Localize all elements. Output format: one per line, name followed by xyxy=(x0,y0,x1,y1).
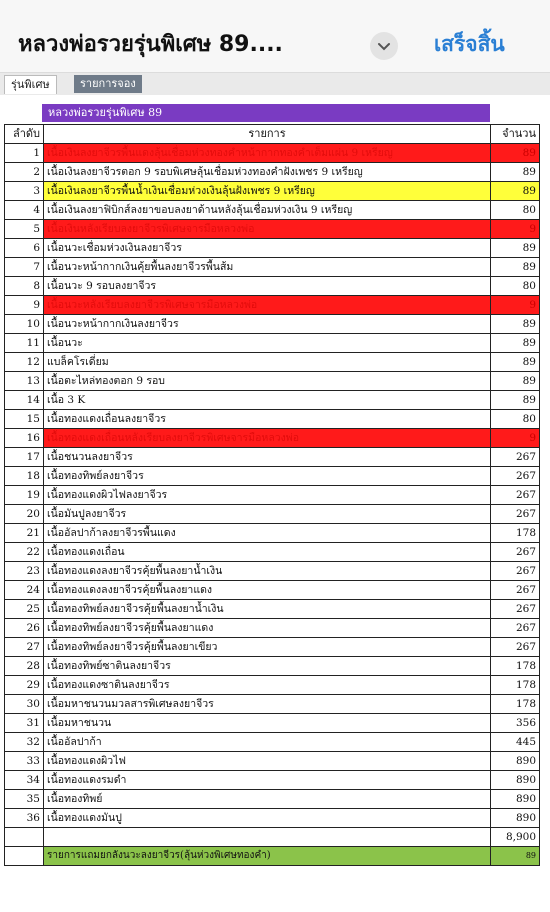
row-number-text: 14 xyxy=(26,394,40,406)
row-item-name-text: เนื้อเงินลงยาจีวรพื้นแดงลุ้นเชื่อมห่วงทองคำหน้ากากทองคำเต็มแผ่น 9 เหรียญ xyxy=(47,147,393,159)
row-quantity[interactable] xyxy=(491,277,540,296)
row-item-name[interactable] xyxy=(44,505,491,524)
total-qty[interactable]: 8,900 xyxy=(491,828,540,847)
row-item-name[interactable] xyxy=(44,638,491,657)
row-quantity[interactable] xyxy=(491,353,540,372)
row-quantity-text: 89 xyxy=(522,394,536,406)
row-item-name-text: เนื้อทองทิพย์ลงยาจีวรคุ้ยพื้นลงยาน้ำเงิน xyxy=(47,603,224,615)
row-number-text: 13 xyxy=(26,375,40,387)
row-number[interactable] xyxy=(5,239,44,258)
row-quantity-text: 356 xyxy=(515,717,536,729)
total-cell-empty[interactable] xyxy=(5,828,44,847)
table-row xyxy=(5,220,540,239)
table-row xyxy=(5,201,540,220)
row-number[interactable] xyxy=(5,429,44,448)
row-quantity-text: 267 xyxy=(515,508,536,520)
row-quantity[interactable] xyxy=(491,201,540,220)
row-quantity-text: 178 xyxy=(515,527,536,539)
row-item-name-text: เนื้อนวะหลังเรียบลงยาจีวรพิเศษจารมือหลวงพ่อ xyxy=(47,299,258,311)
row-item-name-text: เนื้อทองแดงลงยาจีวรคุ้ยพื้นลงยาแดง xyxy=(47,584,213,596)
row-quantity-text: 445 xyxy=(515,736,536,748)
row-quantity-text: 89 xyxy=(522,318,536,330)
row-quantity[interactable] xyxy=(491,562,540,581)
row-number[interactable] xyxy=(5,391,44,410)
document-title[interactable]: หลวงพ่อรวยรุ่นพิเศษ 89.... xyxy=(18,32,283,57)
row-item-name[interactable] xyxy=(44,600,491,619)
row-quantity[interactable] xyxy=(491,695,540,714)
row-item-name[interactable] xyxy=(44,315,491,334)
row-item-name-text: เนื้อเงินลงยาจีวรพื้นน้ำเงินเชื่อมห่วงเงินลุ้นฝังเพชร 9 เหรียญ xyxy=(47,185,315,197)
row-item-name-text: เนื้อนวะหน้ากากเงินลงยาจีวร xyxy=(47,318,179,330)
table-row xyxy=(5,657,540,676)
table-row xyxy=(5,410,540,429)
row-item-name[interactable] xyxy=(44,676,491,695)
column-header-no: ลำดับ xyxy=(5,125,44,144)
column-header-qty: จำนวน xyxy=(491,125,540,144)
row-item-name[interactable] xyxy=(44,201,491,220)
row-item-name-text: เนื้อทองทิพย์ซาตินลงยาจีวร xyxy=(47,660,171,672)
row-number[interactable] xyxy=(5,809,44,828)
row-quantity-text: 178 xyxy=(515,679,536,691)
row-number-text: 35 xyxy=(26,793,40,805)
row-quantity[interactable] xyxy=(491,258,540,277)
row-number[interactable] xyxy=(5,448,44,467)
row-item-name-text: เนื้อทองแดงผิวไฟ xyxy=(47,755,126,767)
order-table xyxy=(4,124,540,866)
row-quantity-text: 89 xyxy=(522,337,536,349)
row-number-text: 17 xyxy=(26,451,40,463)
row-item-name[interactable] xyxy=(44,391,491,410)
table-row xyxy=(5,790,540,809)
row-quantity-text: 9 xyxy=(529,223,536,235)
row-quantity[interactable] xyxy=(491,505,540,524)
row-number[interactable] xyxy=(5,505,44,524)
row-number[interactable] xyxy=(5,296,44,315)
row-number-text: 2 xyxy=(33,166,40,178)
row-number[interactable] xyxy=(5,790,44,809)
table-row xyxy=(5,448,540,467)
row-item-name[interactable] xyxy=(44,657,491,676)
row-number[interactable] xyxy=(5,676,44,695)
row-number[interactable] xyxy=(5,144,44,163)
row-number[interactable] xyxy=(5,733,44,752)
row-number-text: 34 xyxy=(26,774,40,786)
row-quantity[interactable] xyxy=(491,220,540,239)
row-quantity-text: 267 xyxy=(515,489,536,501)
table-row xyxy=(5,372,540,391)
row-number[interactable] xyxy=(5,201,44,220)
row-quantity-text: 267 xyxy=(515,622,536,634)
table-header-row xyxy=(5,125,540,144)
row-quantity[interactable] xyxy=(491,676,540,695)
table-row xyxy=(5,239,540,258)
row-item-name-text: เนื้ออัลปาก้าลงยาจีวรพื้นแดง xyxy=(47,527,176,539)
row-item-name-text: เนื้ออัลปาก้า xyxy=(47,736,102,748)
row-quantity[interactable] xyxy=(491,429,540,448)
row-item-name[interactable] xyxy=(44,163,491,182)
row-quantity[interactable] xyxy=(491,619,540,638)
row-quantity-text: 267 xyxy=(515,603,536,615)
row-item-name[interactable] xyxy=(44,448,491,467)
row-number-text: 7 xyxy=(33,261,40,273)
row-number-text: 21 xyxy=(26,527,40,539)
row-number[interactable] xyxy=(5,277,44,296)
row-item-name-text: เนื้อนวะหน้ากากเงินคุ้ยพื้นลงยาจีวรพื้นส้ม xyxy=(47,261,234,273)
row-quantity[interactable] xyxy=(491,239,540,258)
row-number[interactable] xyxy=(5,334,44,353)
table-row xyxy=(5,543,540,562)
row-number-text: 32 xyxy=(26,736,40,748)
row-item-name[interactable] xyxy=(44,239,491,258)
done-button[interactable]: เสร็จสิ้น xyxy=(434,32,505,56)
row-quantity[interactable] xyxy=(491,467,540,486)
table-row xyxy=(5,771,540,790)
table-row xyxy=(5,258,540,277)
table-row xyxy=(5,353,540,372)
row-number-text: 24 xyxy=(26,584,40,596)
table-row xyxy=(5,733,540,752)
column-header-name: รายการ xyxy=(44,125,491,144)
row-item-name-text: เนื้อทองแดงเถื่อนหลังเรียบลงยาจีวรพิเศษจารมือหลวงพ่อ xyxy=(47,432,300,444)
row-item-name[interactable] xyxy=(44,353,491,372)
table-row xyxy=(5,752,540,771)
table-row xyxy=(5,581,540,600)
row-quantity-text: 89 xyxy=(522,185,536,197)
row-number[interactable] xyxy=(5,562,44,581)
row-number-text: 33 xyxy=(26,755,40,767)
row-quantity-text: 890 xyxy=(515,755,536,767)
row-item-name[interactable] xyxy=(44,182,491,201)
row-item-name[interactable] xyxy=(44,581,491,600)
row-number[interactable] xyxy=(5,315,44,334)
row-item-name[interactable] xyxy=(44,752,491,771)
row-item-name[interactable] xyxy=(44,258,491,277)
row-quantity-text: 89 xyxy=(522,242,536,254)
row-quantity-text: 89 xyxy=(522,166,536,178)
bonus-qty[interactable]: 89 xyxy=(491,847,540,866)
row-number[interactable] xyxy=(5,182,44,201)
row-number-text: 16 xyxy=(26,432,40,444)
row-number-text: 18 xyxy=(26,470,40,482)
row-item-name[interactable] xyxy=(44,695,491,714)
total-cell-empty[interactable] xyxy=(44,828,491,847)
row-item-name[interactable] xyxy=(44,790,491,809)
row-quantity[interactable] xyxy=(491,733,540,752)
row-item-name-text: เนื้อทองแดงลงยาจีวรคุ้ยพื้นลงยาน้ำเงิน xyxy=(47,565,223,577)
row-quantity[interactable] xyxy=(491,163,540,182)
row-item-name[interactable] xyxy=(44,543,491,562)
row-quantity-text: 89 xyxy=(522,147,536,159)
row-quantity-text: 890 xyxy=(515,812,536,824)
row-quantity-text: 9 xyxy=(529,299,536,311)
row-number-text: 5 xyxy=(33,223,40,235)
row-item-name-text: เนื้อทองแดงเถื่อน xyxy=(47,546,125,558)
row-item-name-text: เนื้อชนวนลงยาจีวร xyxy=(47,451,133,463)
row-number-text: 6 xyxy=(33,242,40,254)
table-row xyxy=(5,334,540,353)
row-number-text: 27 xyxy=(26,641,40,653)
row-quantity[interactable] xyxy=(491,448,540,467)
table-body xyxy=(5,144,540,828)
row-item-name[interactable] xyxy=(44,220,491,239)
row-number-text: 11 xyxy=(26,337,40,349)
row-item-name-text: เนื้อทองแดงซาตินลงยาจีวร xyxy=(47,679,170,691)
row-quantity[interactable] xyxy=(491,144,540,163)
row-quantity[interactable] xyxy=(491,771,540,790)
table-row xyxy=(5,277,540,296)
row-item-name-text: เนื้อทองแดงเถื่อนลงยาจีวร xyxy=(47,413,166,425)
row-item-name-text: เนื้อนวะเชื่อมห่วงเงินลงยาจีวร xyxy=(47,242,182,254)
spreadsheet xyxy=(2,98,548,910)
bonus-cell-empty[interactable] xyxy=(5,847,44,866)
row-item-name-text: เนื้อทองแดงมันปู xyxy=(47,812,122,824)
row-number[interactable] xyxy=(5,695,44,714)
row-item-name[interactable] xyxy=(44,486,491,505)
row-item-name-text: เนื้อทองทิพย์ xyxy=(47,793,103,805)
chevron-down-icon xyxy=(377,39,391,53)
row-quantity[interactable] xyxy=(491,486,540,505)
row-number-text: 9 xyxy=(33,299,40,311)
row-item-name[interactable] xyxy=(44,733,491,752)
row-quantity-text: 89 xyxy=(522,356,536,368)
row-item-name-text: เนื้อ 3 K xyxy=(47,394,86,406)
row-item-name[interactable] xyxy=(44,334,491,353)
row-quantity[interactable] xyxy=(491,600,540,619)
row-item-name[interactable] xyxy=(44,429,491,448)
row-quantity[interactable] xyxy=(491,182,540,201)
row-item-name[interactable] xyxy=(44,809,491,828)
row-quantity-text: 267 xyxy=(515,470,536,482)
bonus-name[interactable]: รายการแถมยกลังนวะลงยาจีวร(ลุ้นห่วงพิเศษทองคำ) xyxy=(44,847,491,866)
row-number[interactable] xyxy=(5,410,44,429)
table-row xyxy=(5,562,540,581)
row-number-text: 1 xyxy=(33,147,40,159)
row-number[interactable] xyxy=(5,220,44,239)
row-number[interactable] xyxy=(5,543,44,562)
table-row xyxy=(5,163,540,182)
row-quantity[interactable] xyxy=(491,790,540,809)
sheet-tabs xyxy=(0,73,550,95)
table-row xyxy=(5,391,540,410)
row-item-name-text: เนื้อทองทิพย์ลงยาจีวร xyxy=(47,470,144,482)
row-quantity-text: 9 xyxy=(529,432,536,444)
table-row xyxy=(5,714,540,733)
row-quantity-text: 178 xyxy=(515,698,536,710)
row-number-text: 31 xyxy=(26,717,40,729)
title-dropdown-button[interactable] xyxy=(370,32,398,60)
table-row xyxy=(5,676,540,695)
row-item-name-text: เนื้อเงินลงยาฟิบิกส์ลงยาขอบลงยาด้านหลังลุ้นเชื่อมห่วงเงิน 9 เหรียญ xyxy=(47,204,353,216)
table-row xyxy=(5,600,540,619)
row-quantity-text: 267 xyxy=(515,451,536,463)
row-number-text: 29 xyxy=(26,679,40,691)
row-number[interactable] xyxy=(5,353,44,372)
top-toolbar xyxy=(0,0,550,73)
row-item-name[interactable] xyxy=(44,524,491,543)
row-item-name-text: เนื้อมันปูลงยาจีวร xyxy=(47,508,127,520)
row-item-name-text: เนื้อเงินหลังเรียบลงยาจีวรพิเศษจารมือหลวงพ่อ xyxy=(47,223,255,235)
table-row xyxy=(5,182,540,201)
row-number-text: 20 xyxy=(26,508,40,520)
row-item-name-text: เนื้อมหาชนวน xyxy=(47,717,112,729)
row-number[interactable] xyxy=(5,163,44,182)
row-item-name[interactable] xyxy=(44,714,491,733)
row-item-name-text: แบล็คโรเดี่ยม xyxy=(47,356,109,368)
row-quantity[interactable] xyxy=(491,524,540,543)
row-number-text: 19 xyxy=(26,489,40,501)
row-quantity[interactable] xyxy=(491,391,540,410)
bonus-row xyxy=(5,847,540,866)
table-row xyxy=(5,486,540,505)
row-item-name[interactable] xyxy=(44,144,491,163)
row-quantity[interactable] xyxy=(491,543,540,562)
table-row xyxy=(5,505,540,524)
sheet-heading: หลวงพ่อรวยรุ่นพิเศษ 89 xyxy=(42,104,490,122)
row-item-name[interactable] xyxy=(44,771,491,790)
row-number[interactable] xyxy=(5,524,44,543)
row-quantity-text: 89 xyxy=(522,261,536,273)
row-item-name[interactable] xyxy=(44,619,491,638)
row-item-name[interactable] xyxy=(44,277,491,296)
row-quantity[interactable] xyxy=(491,315,540,334)
row-number-text: 4 xyxy=(33,204,40,216)
tab-booking-list[interactable]: รายการจอง xyxy=(74,75,142,93)
row-quantity[interactable] xyxy=(491,372,540,391)
row-quantity-text: 89 xyxy=(522,375,536,387)
row-number[interactable] xyxy=(5,657,44,676)
row-quantity[interactable] xyxy=(491,638,540,657)
row-item-name-text: เนื้อทองแดงผิวไฟลงยาจีวร xyxy=(47,489,168,501)
row-item-name-text: เนื้อนวะ xyxy=(47,337,83,349)
row-number-text: 23 xyxy=(26,565,40,577)
row-number-text: 3 xyxy=(33,185,40,197)
row-number-text: 15 xyxy=(26,413,40,425)
row-number-text: 28 xyxy=(26,660,40,672)
row-number-text: 26 xyxy=(26,622,40,634)
row-number[interactable] xyxy=(5,581,44,600)
row-quantity-text: 267 xyxy=(515,584,536,596)
row-item-name[interactable] xyxy=(44,410,491,429)
row-quantity-text: 80 xyxy=(522,204,536,216)
row-quantity-text: 890 xyxy=(515,774,536,786)
table-row xyxy=(5,467,540,486)
tab-special-edition[interactable]: รุ่นพิเศษ xyxy=(4,75,57,94)
row-number[interactable] xyxy=(5,714,44,733)
row-item-name-text: เนื้อเงินลงยาจีวรตอก 9 รอบพิเศษลุ้นเชื่อมห่วงทองคำฝังเพชร 9 เหรียญ xyxy=(47,166,363,178)
row-item-name-text: เนื้อทองแดงรมดำ xyxy=(47,774,127,786)
table-row xyxy=(5,144,540,163)
row-quantity-text: 267 xyxy=(515,565,536,577)
row-item-name[interactable] xyxy=(44,296,491,315)
row-quantity-text: 178 xyxy=(515,660,536,672)
row-item-name[interactable] xyxy=(44,562,491,581)
row-quantity[interactable] xyxy=(491,657,540,676)
row-number-text: 36 xyxy=(26,812,40,824)
row-number-text: 12 xyxy=(26,356,40,368)
table-row xyxy=(5,638,540,657)
row-quantity[interactable] xyxy=(491,581,540,600)
row-number-text: 25 xyxy=(26,603,40,615)
row-number-text: 22 xyxy=(26,546,40,558)
row-item-name-text: เนื้อทองทิพย์ลงยาจีวรคุ้ยพื้นลงยาแดง xyxy=(47,622,214,634)
row-item-name[interactable] xyxy=(44,372,491,391)
table-row xyxy=(5,619,540,638)
row-quantity[interactable] xyxy=(491,334,540,353)
row-quantity-text: 890 xyxy=(515,793,536,805)
table-row xyxy=(5,315,540,334)
row-number[interactable] xyxy=(5,467,44,486)
row-number[interactable] xyxy=(5,258,44,277)
row-number[interactable] xyxy=(5,638,44,657)
table-row xyxy=(5,695,540,714)
row-number[interactable] xyxy=(5,752,44,771)
row-quantity[interactable] xyxy=(491,714,540,733)
table-row xyxy=(5,524,540,543)
row-number[interactable] xyxy=(5,486,44,505)
row-number[interactable] xyxy=(5,619,44,638)
row-quantity[interactable] xyxy=(491,809,540,828)
row-item-name[interactable] xyxy=(44,467,491,486)
row-number[interactable] xyxy=(5,372,44,391)
row-quantity-text: 267 xyxy=(515,641,536,653)
row-number[interactable] xyxy=(5,771,44,790)
row-quantity[interactable] xyxy=(491,296,540,315)
row-number-text: 30 xyxy=(26,698,40,710)
row-quantity-text: 80 xyxy=(522,280,536,292)
table-row xyxy=(5,429,540,448)
row-quantity[interactable] xyxy=(491,410,540,429)
row-item-name-text: เนื้อตะไหล่ทองตอก 9 รอบ xyxy=(47,375,165,387)
row-number-text: 10 xyxy=(26,318,40,330)
total-row xyxy=(5,828,540,847)
row-item-name-text: เนื้อนวะ 9 รอบลงยาจีวร xyxy=(47,280,157,292)
table-row xyxy=(5,809,540,828)
row-number-text: 8 xyxy=(33,280,40,292)
row-item-name-text: เนื้อทองทิพย์ลงยาจีวรคุ้ยพื้นลงยาเขียว xyxy=(47,641,218,653)
row-number[interactable] xyxy=(5,600,44,619)
row-quantity-text: 80 xyxy=(522,413,536,425)
row-item-name-text: เนื้อมหาชนวนมวลสารพิเศษลงยาจีวร xyxy=(47,698,214,710)
row-quantity-text: 267 xyxy=(515,546,536,558)
table-row xyxy=(5,296,540,315)
row-quantity[interactable] xyxy=(491,752,540,771)
